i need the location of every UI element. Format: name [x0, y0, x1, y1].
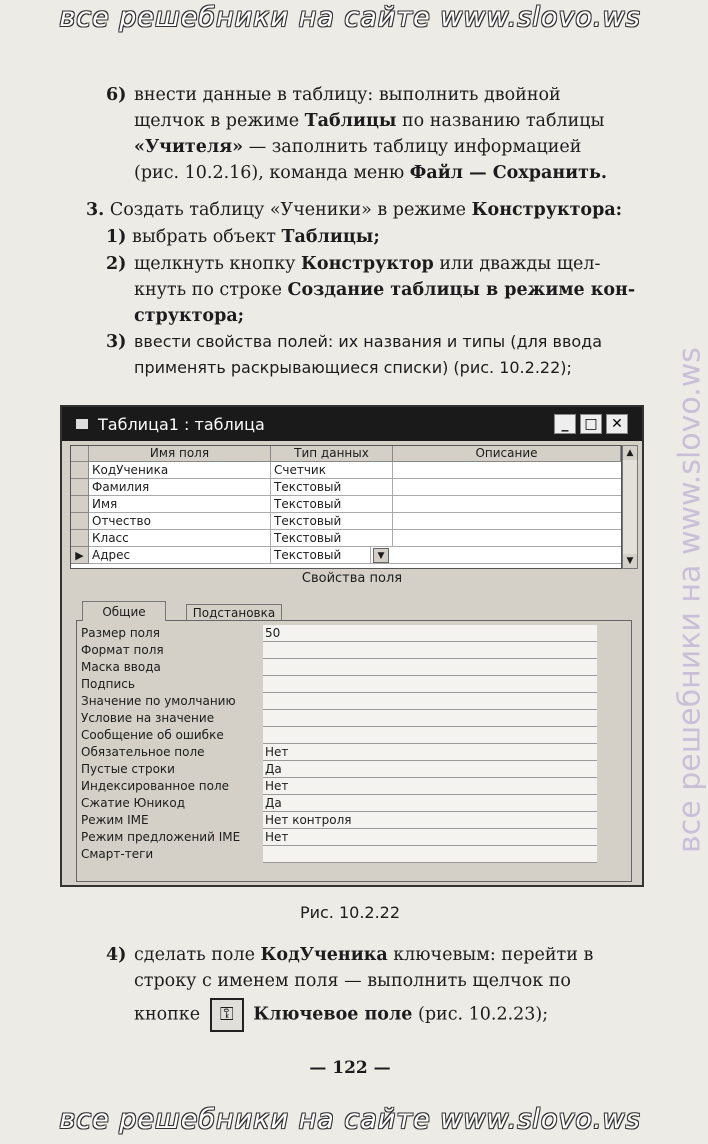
table-row[interactable]: Имя Текстовый: [71, 496, 621, 513]
property-value[interactable]: [263, 710, 597, 727]
table-icon: [76, 419, 88, 429]
table-row[interactable]: КодУченика Счетчик: [71, 462, 621, 479]
scroll-down-icon[interactable]: ▼: [623, 554, 637, 568]
property-value[interactable]: Нет: [263, 778, 597, 795]
primary-key-button-icon: ⚿: [210, 998, 244, 1032]
property-value[interactable]: [263, 846, 597, 863]
properties-panel: Размер поля 50 Формат поля Маска ввода Подпись Значение по умолчанию Условие на значение Сообщение об ошибке Обязательное поле Нет Пустые строки Да Индексированное поле Нет Сжатие Юникод Да Режим IME Нет контроля Режим предложений IME Нет Смарт-теги: [76, 620, 632, 882]
property-value[interactable]: Да: [263, 761, 597, 778]
item-6-line1: внести данные в таблицу: выполнить двойной: [134, 85, 561, 105]
access-table-window: [60, 405, 644, 887]
field-properties-title: Свойства поля: [301, 571, 403, 586]
type-dropdown-icon[interactable]: ▼: [373, 548, 389, 563]
property-value[interactable]: [263, 642, 597, 659]
watermark-side: все решебники на www.slovo.ws: [672, 347, 708, 853]
tab-lookup[interactable]: Подстановка: [186, 604, 282, 621]
table-row[interactable]: Отчество Текстовый: [71, 513, 621, 530]
grid-scrollbar[interactable]: [622, 445, 638, 569]
window-titlebar: [62, 407, 642, 441]
property-value[interactable]: [263, 676, 597, 693]
field-grid: [70, 445, 622, 569]
close-icon[interactable]: ✕: [606, 414, 628, 434]
sub-item-1: 1) выбрать объект Таблицы;: [106, 227, 380, 247]
property-value[interactable]: Нет: [263, 829, 597, 846]
item-3: [86, 197, 646, 223]
window-title: Таблица1 : таблица: [98, 415, 265, 434]
column-header-name: Имя поля: [89, 446, 271, 462]
table-row[interactable]: Фамилия Текстовый: [71, 479, 621, 496]
item-3-text: Создать таблицу «Ученики» в режиме: [109, 200, 472, 220]
table-row-selected[interactable]: ▶ Адрес Текстовый ▼: [71, 547, 621, 564]
figure-caption: Рис. 10.2.22: [299, 903, 401, 922]
maximize-icon[interactable]: □: [580, 414, 602, 434]
item-6-line2: щелчок в режиме Таблицы по названию таблицы: [134, 111, 605, 131]
table-row[interactable]: Класс Текстовый: [71, 530, 621, 547]
page-number: — 122 —: [309, 1058, 391, 1078]
column-header-type: Тип данных: [271, 446, 393, 462]
item-6-line4: (рис. 10.2.16), команда меню Файл — Сохранить.: [134, 163, 607, 183]
column-header-description: Описание: [393, 446, 621, 462]
property-value[interactable]: 50: [263, 625, 597, 642]
property-value[interactable]: Нет: [263, 744, 597, 761]
item-3-bold: Конструктора:: [471, 200, 623, 220]
scroll-up-icon[interactable]: ▲: [623, 446, 637, 460]
row-pointer-icon: ▶: [71, 547, 89, 564]
property-value[interactable]: [263, 693, 597, 710]
property-value[interactable]: Да: [263, 795, 597, 812]
property-value[interactable]: Нет контроля: [263, 812, 597, 829]
property-value[interactable]: [263, 659, 597, 676]
item-6-line3: «Учителя» — заполнить таблицу информацией: [134, 137, 582, 157]
item-3-number: 3.: [86, 200, 105, 220]
watermark-bottom: все решебники на сайте www.slovo.ws: [59, 1104, 641, 1135]
tab-general[interactable]: Общие: [82, 601, 166, 621]
minimize-icon[interactable]: _: [554, 414, 576, 434]
item-6-number: 6): [106, 85, 127, 105]
property-value[interactable]: [263, 727, 597, 744]
watermark-top: все решебники на сайте www.slovo.ws: [59, 2, 641, 33]
